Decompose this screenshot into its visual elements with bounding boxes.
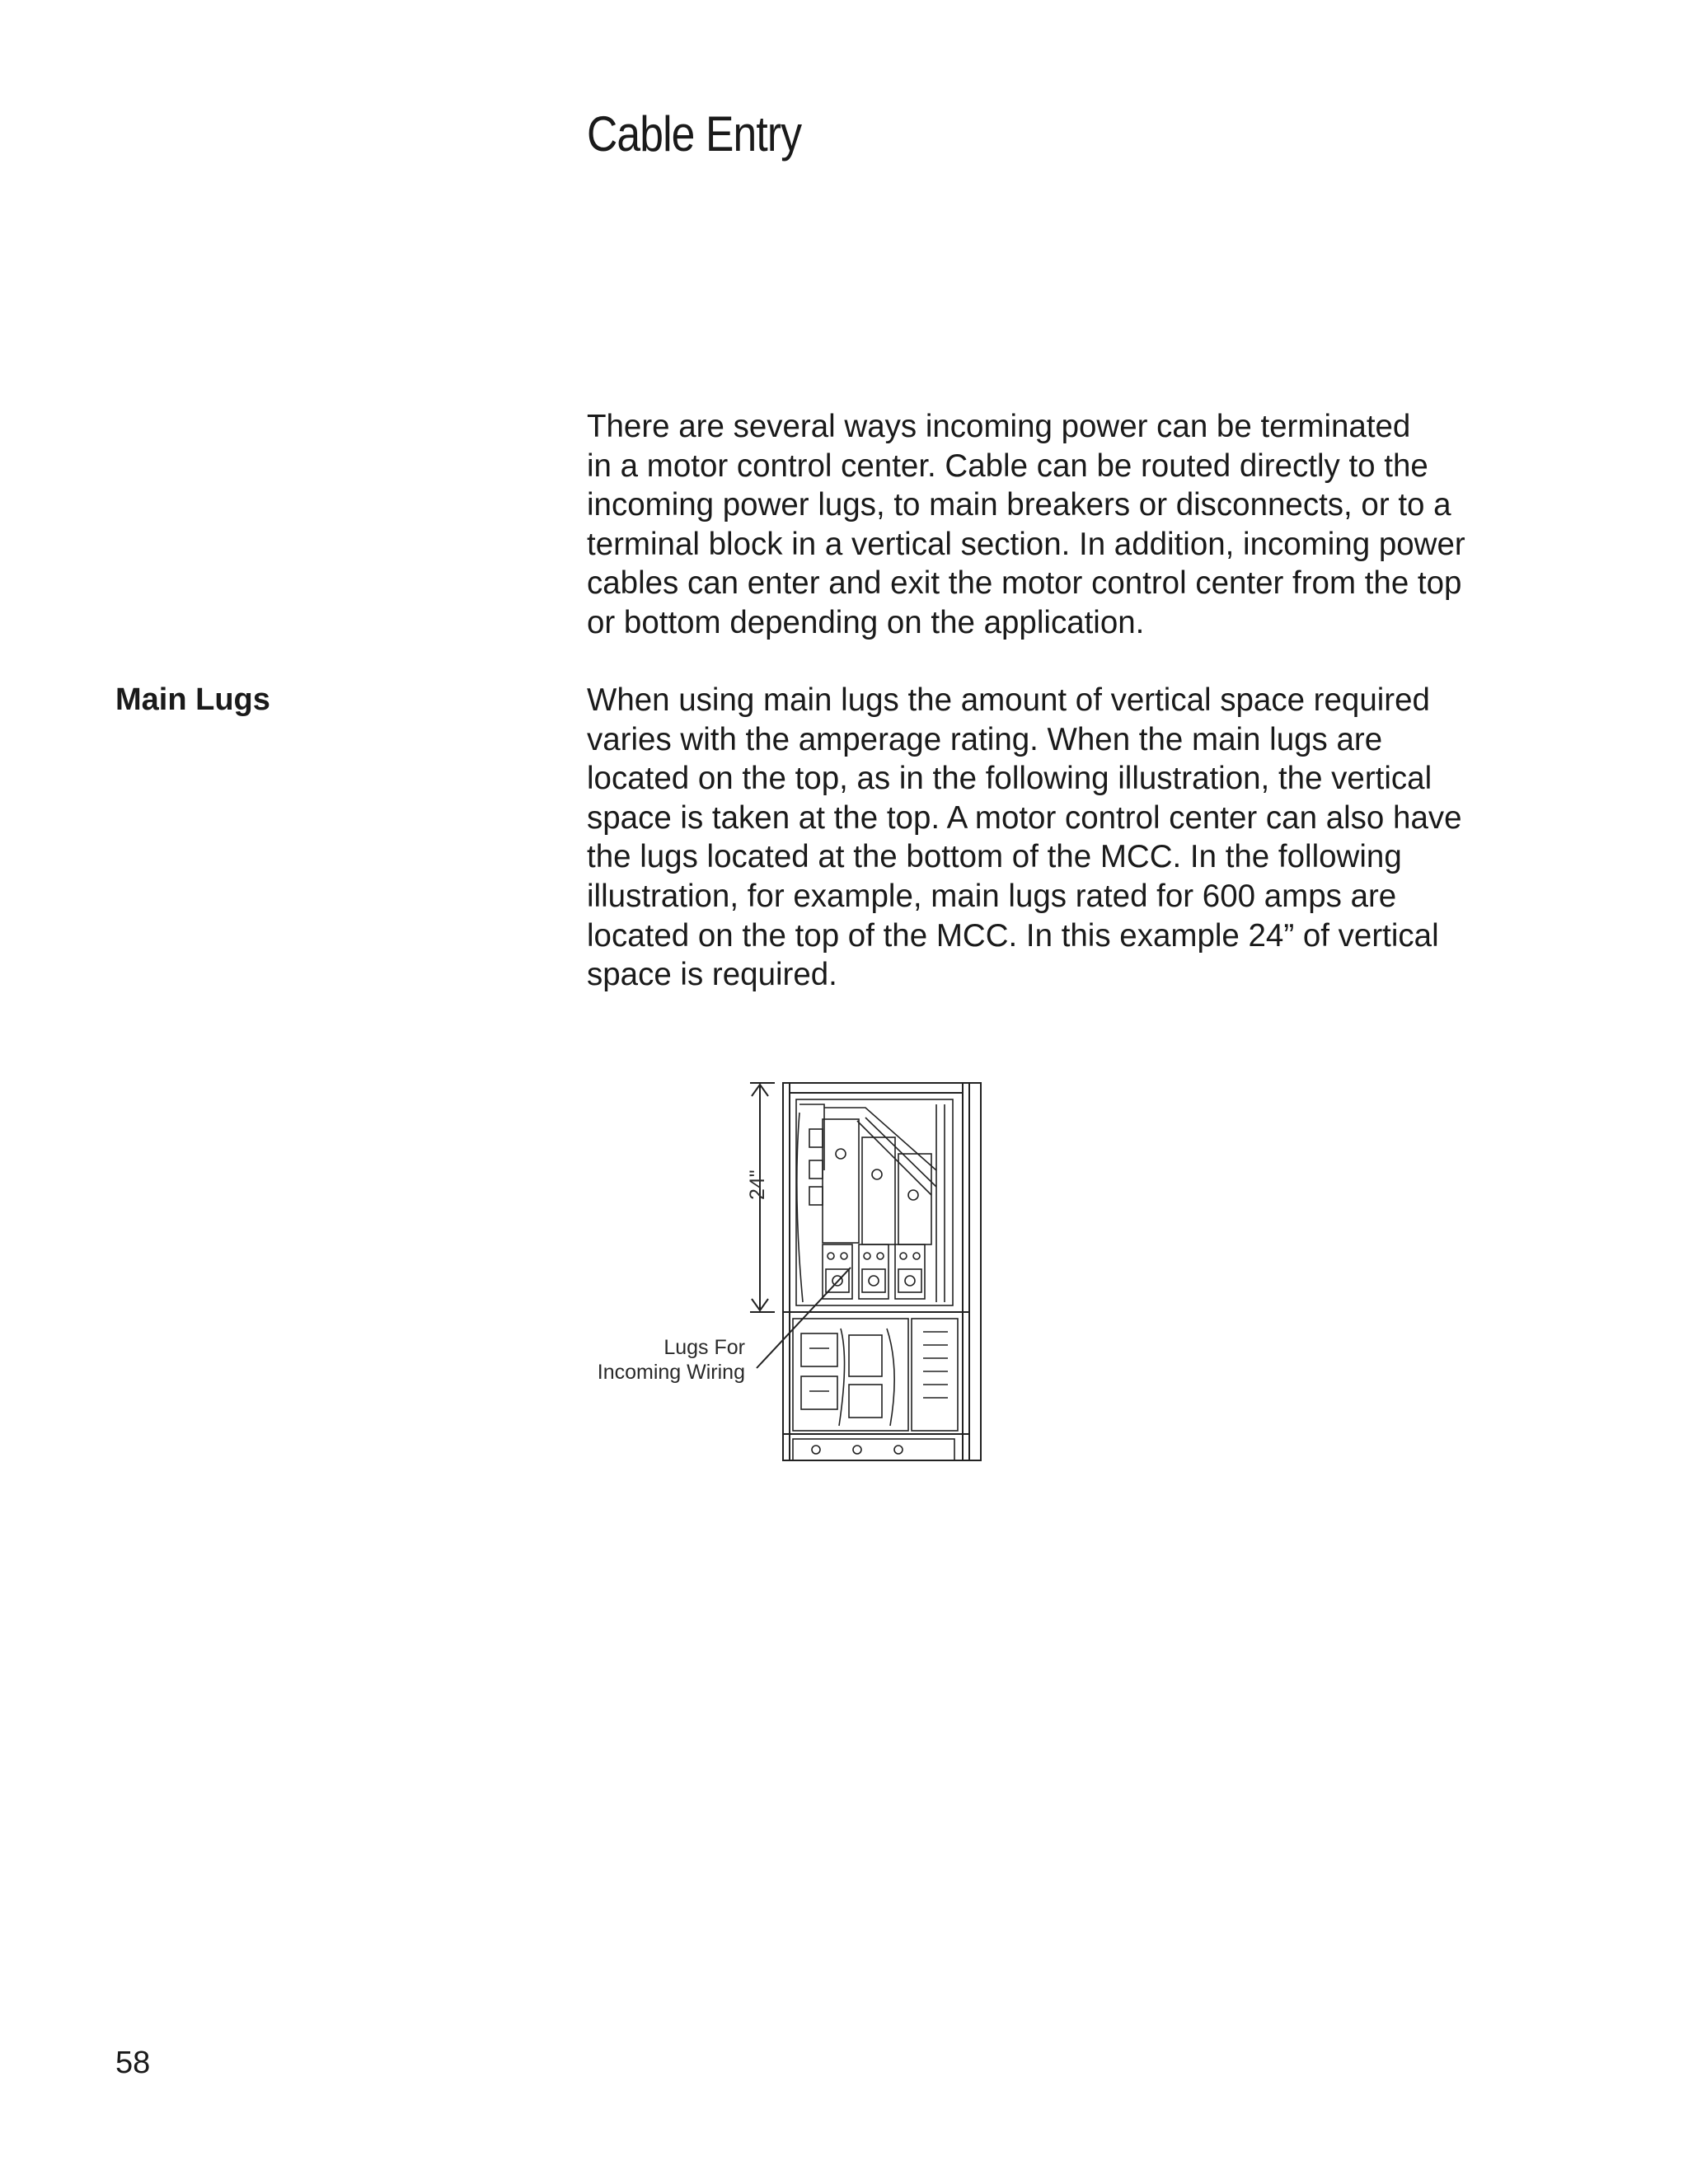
main-lugs-line: the lugs located at the bottom of the MCC. In the following [587,839,1402,875]
mcc-drawing [577,1071,1006,1467]
callout-line: Incoming Wiring [597,1361,745,1384]
intro-line: There are several ways incoming power can be terminated [587,409,1411,444]
main-lugs-line: space is taken at the top. A motor control center can also have [587,799,1462,836]
callout-label [577,1335,745,1385]
intro-line: cables can enter and exit the motor control center from the top [587,565,1462,602]
section-heading-main-lugs: Main Lugs [115,682,270,717]
dimension-label: 24" [746,1169,769,1200]
main-lugs-paragraph [587,681,1518,995]
intro-line: in a motor control center. Cable can be routed directly to the [587,448,1428,484]
mcc-illustration [577,1071,1006,1467]
intro-line: terminal block in a vertical section. In addition, incoming power [587,526,1465,562]
main-lugs-line: When using main lugs the amount of vertical space required [587,682,1430,718]
main-lugs-line: varies with the amperage rating. When the main lugs are [587,721,1383,757]
main-lugs-line: located on the top of the MCC. In this example 24” of vertical [587,917,1439,954]
main-lugs-line: space is required. [587,957,837,993]
callout-line: Lugs For [663,1336,745,1359]
intro-line: incoming power lugs, to main breakers or disconnects, or to a [587,487,1451,523]
page-number: 58 [115,2046,151,2080]
lug-compartment [796,1099,953,1305]
callout-leader [757,1268,851,1368]
intro-paragraph [587,407,1518,643]
starter-unit [793,1319,958,1460]
intro-line: or bottom depending on the application. [587,604,1145,640]
page-title: Cable Entry [587,106,802,162]
main-lugs-line: located on the top, as in the following illustration, the vertical [587,761,1432,797]
main-lugs-line: illustration, for example, main lugs rated for 600 amps are [587,878,1397,914]
